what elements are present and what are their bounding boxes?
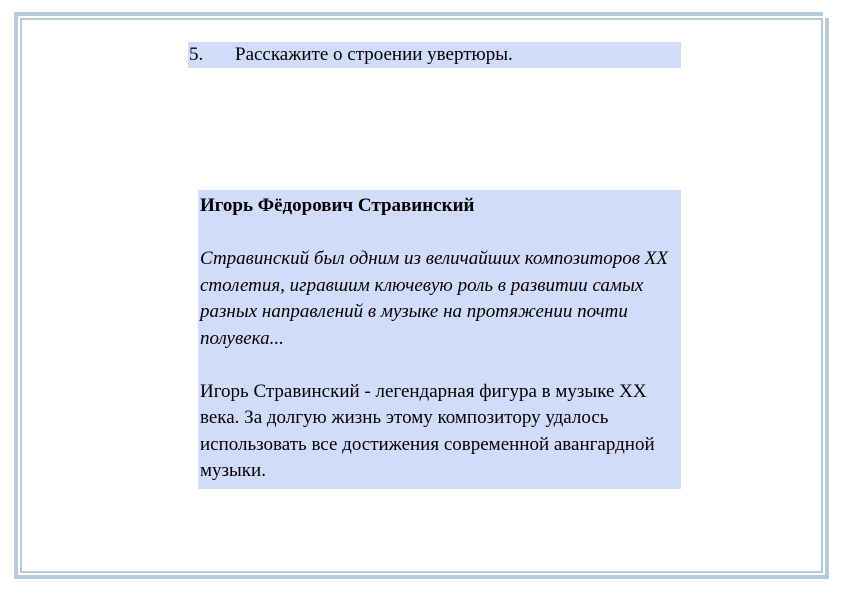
biography-text: Игорь Стравинский - легендарная фигура в музыке XX века. За долгую жизнь этому композитору удалось использовать все достижения современной авангардной музыки. — [200, 380, 655, 481]
biography-quote: Стравинский был одним из величайших композиторов XX столетия, игравшим ключевую роль в развитии самых разных направлений в музыке на протяжении почти полувека... — [200, 248, 668, 349]
question-number: 5. — [189, 44, 204, 65]
frame-corner-notch — [823, 12, 829, 18]
question-text: Расскажите о строении увертюры. — [235, 44, 513, 65]
biography-title: Игорь Фёдорович Стравинский — [200, 195, 475, 216]
biography-block — [198, 190, 681, 489]
question-item — [188, 42, 681, 68]
